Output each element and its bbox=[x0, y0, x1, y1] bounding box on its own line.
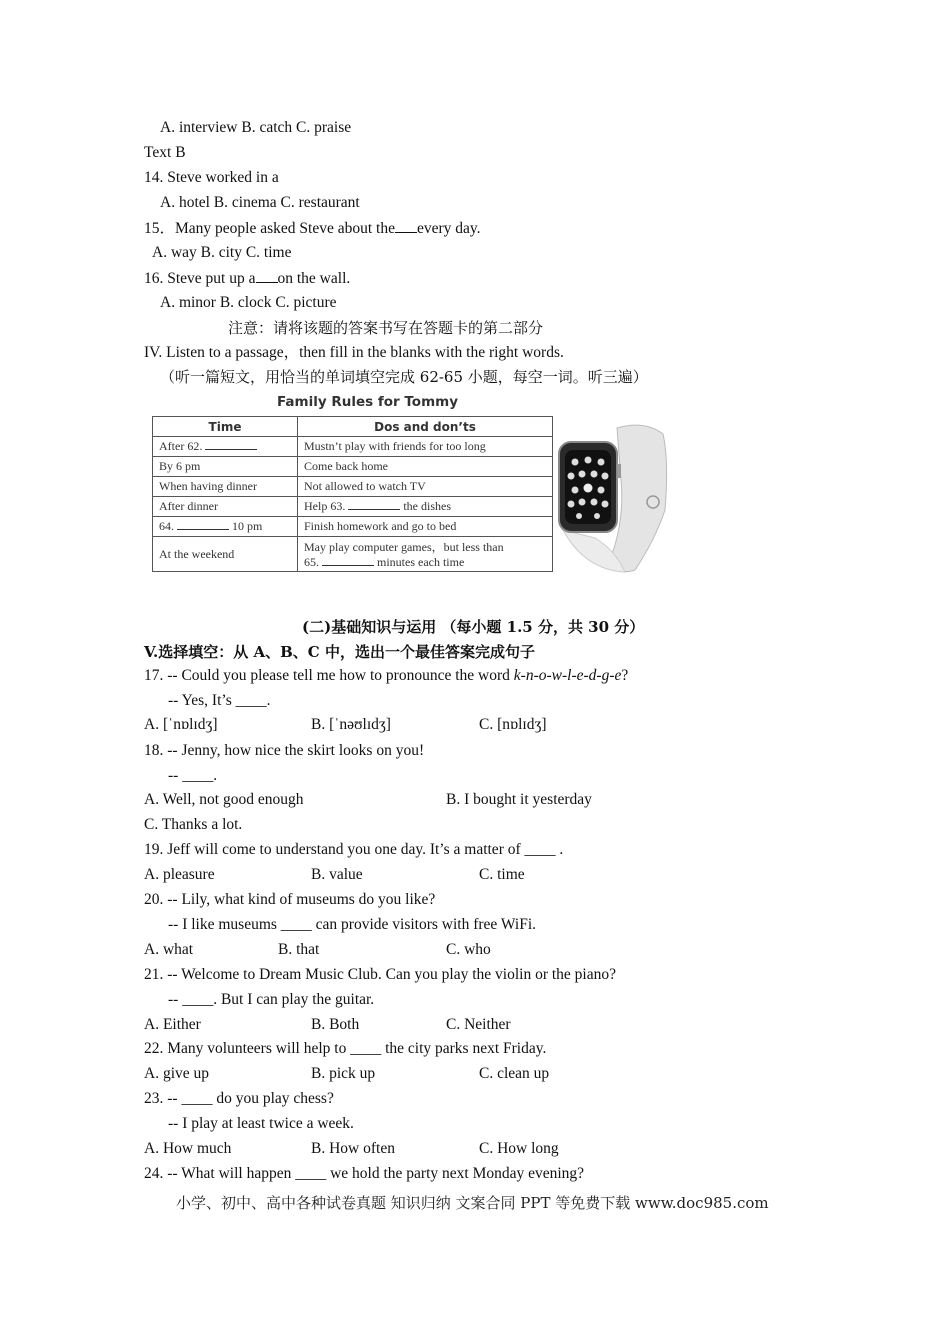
q17-option-a: A. [ˈnɒlɪdʒ] bbox=[144, 716, 218, 733]
table-title: Family Rules for Tommy bbox=[277, 394, 459, 410]
table-row bbox=[153, 437, 553, 457]
time-cell: When having dinner bbox=[153, 477, 298, 497]
q21-option-c: C. Neither bbox=[446, 1016, 511, 1033]
q19-option-c: C. time bbox=[479, 866, 525, 883]
q15-stem: 15．Many people asked Steve about the every day. bbox=[144, 220, 481, 237]
q18-stem: 18. -- Jenny, how nice the skirt looks on you! bbox=[144, 742, 425, 759]
q18-option-a: A. Well, not good enough bbox=[144, 791, 304, 808]
text-b-heading: Text B bbox=[144, 144, 186, 161]
q21-stem: 21. -- Welcome to Dream Music Club. Can you play the violin or the piano? bbox=[144, 966, 616, 983]
answer-blank-62 bbox=[205, 439, 257, 450]
rule-cell: Help 63. the dishes bbox=[298, 497, 553, 517]
section-4-subtitle: （听一篇短文，用恰当的单词填空完成 62-65 小题，每空一词。听三遍） bbox=[160, 368, 648, 386]
header-dos-donts: Dos and don’ts bbox=[298, 417, 553, 437]
q13-options: A. interview B. catch C. praise bbox=[160, 119, 352, 136]
table-row bbox=[153, 477, 553, 497]
q23-option-a: A. How much bbox=[144, 1140, 232, 1157]
time-cell: By 6 pm bbox=[153, 457, 298, 477]
rule-cell: Come back home bbox=[298, 457, 553, 477]
answer-blank-65 bbox=[322, 555, 374, 566]
q20-option-b: B. that bbox=[278, 941, 320, 958]
q23-stem: 23. -- ____ do you play chess? bbox=[144, 1090, 334, 1107]
section-4-title: IV. Listen to a passage，then fill in the blanks with the right words. bbox=[144, 344, 564, 361]
q22-option-b: B. pick up bbox=[311, 1065, 376, 1082]
time-cell: At the weekend bbox=[153, 537, 298, 572]
q21-reply: -- ____. But I can play the guitar. bbox=[168, 991, 375, 1008]
q21-option-a: A. Either bbox=[144, 1016, 201, 1033]
table-header-row bbox=[153, 417, 553, 437]
rule-cell: Mustn’t play with friends for too long bbox=[298, 437, 553, 457]
q22-option-a: A. give up bbox=[144, 1065, 210, 1082]
q20-reply: -- I like museums ____ can provide visitors with free WiFi. bbox=[168, 916, 537, 933]
q17-option-c: C. [nɒlɪdʒ] bbox=[479, 716, 547, 733]
smartwatch-image bbox=[555, 420, 675, 580]
q21-option-b: B. Both bbox=[311, 1016, 360, 1033]
q16-options: A. minor B. clock C. picture bbox=[160, 294, 337, 311]
time-cell: After 62. bbox=[153, 437, 298, 457]
table-row bbox=[153, 537, 553, 572]
q19-option-b: B. value bbox=[311, 866, 363, 883]
time-cell: 64. 10 pm bbox=[153, 517, 298, 537]
q14-stem: 14. Steve worked in a bbox=[144, 169, 279, 186]
q23-reply: -- I play at least twice a week. bbox=[168, 1115, 354, 1132]
q23-option-c: C. How long bbox=[479, 1140, 559, 1157]
rule-cell: Not allowed to watch TV bbox=[298, 477, 553, 497]
q23-option-b: B. How often bbox=[311, 1140, 395, 1157]
header-time: Time bbox=[153, 417, 298, 437]
q20-stem: 20. -- Lily, what kind of museums do you like? bbox=[144, 891, 436, 908]
time-cell: After dinner bbox=[153, 497, 298, 517]
q18-option-b: B. I bought it yesterday bbox=[446, 791, 592, 808]
table-row bbox=[153, 457, 553, 477]
q19-stem: 19. Jeff will come to understand you one day. It’s a matter of ____ . bbox=[144, 841, 564, 858]
q18-reply: -- ____. bbox=[168, 767, 218, 784]
page-footer: 小学、初中、高中各种试卷真题 知识归纳 文案合同 PPT 等免费下载 www.doc985.com bbox=[176, 1194, 769, 1212]
rule-cell: May play computer games，but less than 65. minutes each time bbox=[298, 537, 553, 572]
answer-note: 注意：请将该题的答案书写在答题卡的第二部分 bbox=[228, 319, 544, 337]
answer-blank bbox=[256, 268, 278, 283]
part-2-heading: (二)基础知识与运用 （每小题 1.5 分，共 30 分） bbox=[302, 618, 645, 636]
answer-blank-63 bbox=[348, 499, 400, 510]
q16-stem: 16. Steve put up a on the wall. bbox=[144, 270, 351, 287]
table-row bbox=[153, 497, 553, 517]
q17-reply: -- Yes, It’s ____. bbox=[168, 692, 271, 709]
family-rules-table bbox=[152, 416, 553, 572]
q15-options: A. way B. city C. time bbox=[152, 244, 292, 261]
q22-option-c: C. clean up bbox=[479, 1065, 550, 1082]
rule-cell: Finish homework and go to bed bbox=[298, 517, 553, 537]
q17-option-b: B. [ˈnəʊlɪdʒ] bbox=[311, 716, 391, 733]
answer-blank-64 bbox=[177, 519, 229, 530]
q19-option-a: A. pleasure bbox=[144, 866, 215, 883]
answer-blank bbox=[395, 218, 417, 233]
q14-options: A. hotel B. cinema C. restaurant bbox=[160, 194, 360, 211]
q24-stem: 24. -- What will happen ____ we hold the party next Monday evening? bbox=[144, 1165, 585, 1182]
q20-option-a: A. what bbox=[144, 941, 194, 958]
q22-stem: 22. Many volunteers will help to ____ the city parks next Friday. bbox=[144, 1040, 547, 1057]
section-5-title: V.选择填空：从 A、B、C 中，选出一个最佳答案完成句子 bbox=[144, 643, 535, 661]
table-row bbox=[153, 517, 553, 537]
q17-stem: 17. -- Could you please tell me how to pronounce the word k-n-o-w-l-e-d-g-e? bbox=[144, 667, 629, 684]
q18-option-c: C. Thanks a lot. bbox=[144, 816, 243, 833]
q20-option-c: C. who bbox=[446, 941, 491, 958]
